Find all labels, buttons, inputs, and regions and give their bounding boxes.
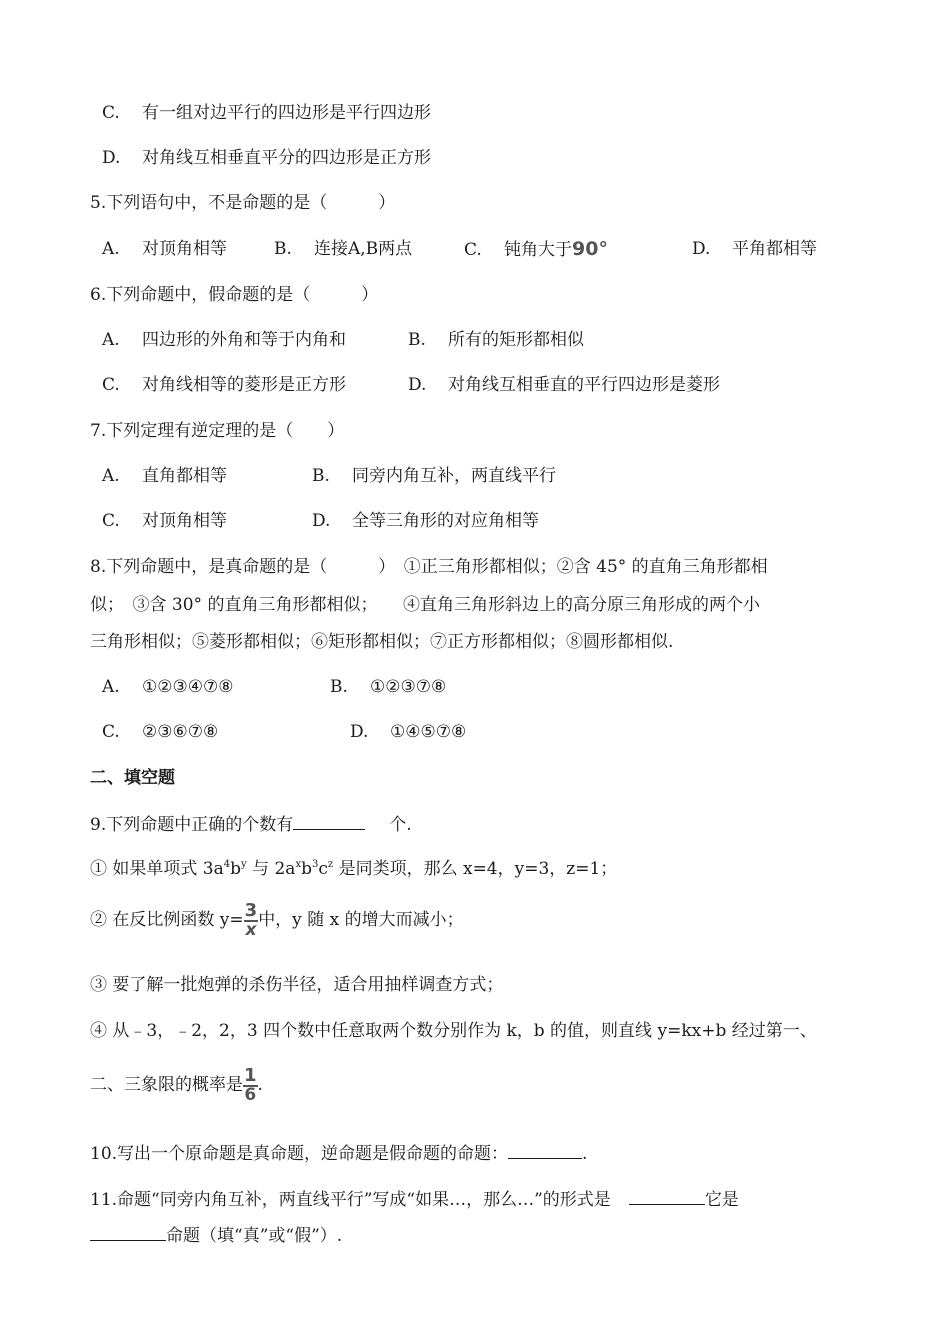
option-label: B. [408,330,426,350]
q4-option-d [102,146,431,170]
fraction-1-over-6 [243,1067,258,1104]
q11-line2 [90,1222,342,1248]
option-text: 全等三角形的对应角相等 [352,511,539,531]
fraction-3-over-x [244,902,259,939]
q9-stem-text: 9.下列命题中正确的个数有 [90,815,294,835]
q11-line1 [90,1186,739,1212]
q7-stem: 7.下列定理有逆定理的是（ ） [90,421,345,441]
option-text: 钝角大于 [504,240,572,260]
q5-option-b [274,237,412,261]
q8-option-d [350,720,466,744]
q8-stem-line2: 似； ③含 30° 的直角三角形都相似； ④直角三角形斜边上的高分原三角形成的两个小 [90,595,760,615]
q4-option-c [102,101,431,125]
option-text: ①②③⑦⑧ [370,677,447,697]
exponent: 3 [311,859,319,870]
q6-option-d [408,373,720,397]
option-text: 对角线互相垂直的平行四边形是菱形 [448,375,720,395]
q7-option-b [312,464,556,488]
option-label: D. [102,148,121,168]
fraction-denominator: 6 [244,1085,257,1105]
option-text: 平角都相等 [732,239,817,259]
statement-text: c [318,859,328,879]
option-label: A. [102,239,120,259]
fraction-denominator: x [245,920,257,940]
option-label: C. [464,240,482,260]
option-label: D. [312,511,331,531]
option-label: C. [102,722,120,742]
q9-statement-3: ③ 要了解一批炮弹的杀伤半径，适合用抽样调查方式； [90,975,504,995]
q9-statement-4-line2 [90,1063,263,1107]
option-label: D. [350,722,369,742]
option-text: 对顶角相等 [142,239,227,259]
option-text: 同旁内角互补，两直线平行 [352,466,556,486]
answer-blank[interactable] [293,811,365,830]
q7-option-c [102,509,227,533]
exponent: z [327,859,334,870]
exponent: 4 [223,859,231,870]
option-text: 四边形的外角和等于内角和 [142,330,346,350]
q7-option-a [102,464,227,488]
statement-text: 是同类项，那么 x=4，y=3，z=1； [333,859,618,879]
option-text: 对角线互相垂直平分的四边形是正方形 [142,148,431,168]
q10-stem-end: . [582,1144,588,1164]
option-text: 所有的矩形都相似 [448,330,584,350]
option-text: ①④⑤⑦⑧ [390,722,467,742]
q9-statement-2 [90,898,464,942]
q7-option-d [312,509,539,533]
q10-stem-text: 10.写出一个原命题是真命题，逆命题是假命题的命题： [90,1144,509,1164]
q9-statement-1 [90,857,617,881]
q11-stem-text: 它是 [704,1190,739,1210]
q6-stem: 6.下列命题中，假命题的是（ ） [90,285,379,305]
q6-option-b [408,328,584,352]
statement-text: 二、三象限的概率是 [90,1075,243,1095]
q9-stem-end: 个. [389,815,412,835]
q5-option-d [692,237,817,261]
exponent: x [295,859,302,870]
angle-value: 90° [572,238,608,260]
q5-option-c [464,237,608,262]
q6-option-a [102,328,346,352]
option-label: B. [330,677,348,697]
q9-statement-4-line1: ④ 从﹣3，﹣2，2，3 四个数中任意取两个数分别作为 k，b 的值，则直线 y=kx+b 经过第一、 [90,1021,817,1041]
option-label: B. [274,239,292,259]
statement-text: b [230,859,242,879]
option-text: 有一组对边平行的四边形是平行四边形 [142,103,431,123]
option-text: 连接A,B两点 [314,239,413,259]
q8-stem-line3: 三角形相似；⑤菱形都相似；⑥矩形都相似；⑦正方形都相似；⑧圆形都相似. [90,632,674,652]
option-label: A. [102,330,120,350]
option-text: ②③⑥⑦⑧ [142,722,219,742]
q5-stem: 5.下列语句中，不是命题的是（ ） [90,193,396,213]
option-label: A. [102,466,120,486]
fraction-numerator: 3 [244,900,258,921]
option-text: 直角都相等 [142,466,227,486]
option-label: A. [102,677,120,697]
q8-stem-line1: 8.下列命题中，是真命题的是（ ） ①正三角形都相似；②含 45° 的直角三角形都相 [90,557,768,577]
option-label: C. [102,103,120,123]
option-text: ①②③④⑦⑧ [142,677,234,697]
q9-stem [90,811,412,837]
option-label: C. [102,375,120,395]
option-label: D. [692,239,711,259]
statement-text: . [257,1075,263,1095]
answer-blank[interactable] [629,1186,705,1205]
option-label: C. [102,511,120,531]
statement-text: ② 在反比例函数 y= [90,910,244,930]
exponent: y [241,859,247,870]
fraction-numerator: 1 [244,1065,257,1086]
statement-text: ① 如果单项式 3a [90,859,224,879]
q8-option-b [330,675,446,699]
q5-option-a [102,237,227,261]
q10-stem [90,1140,587,1166]
q8-option-a [102,675,233,699]
q11-stem-text: 命题（填“真”或“假”）. [166,1226,343,1246]
q11-stem-text: 11.命题“同旁内角互补，两直线平行”写成“如果…，那么…”的形式是 [90,1190,611,1210]
option-text: 对顶角相等 [142,511,227,531]
statement-text: 中，y 随 x 的增大而减小； [258,910,464,930]
option-text: 对角线相等的菱形是正方形 [142,375,346,395]
q6-option-c [102,373,346,397]
option-label: D. [408,375,427,395]
option-label: B. [312,466,330,486]
answer-blank[interactable] [90,1222,166,1241]
q8-option-c [102,720,218,744]
statement-text: 与 2a [246,859,296,879]
statement-text: b [301,859,312,879]
section-heading-fill-in: 二、填空题 [90,768,175,788]
answer-blank[interactable] [508,1140,582,1159]
